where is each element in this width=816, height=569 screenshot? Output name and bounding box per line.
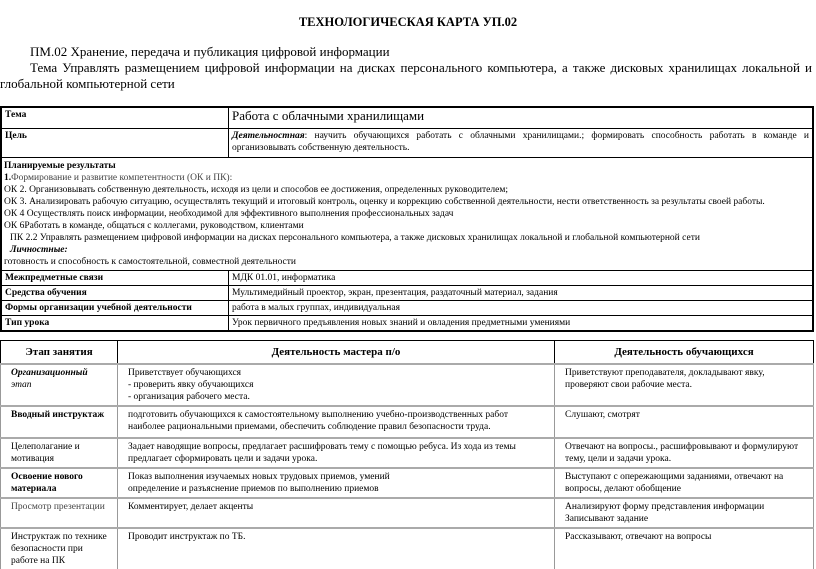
student-activity: Рассказывают, отвечают на вопросы — [555, 528, 814, 569]
result-item: ПК 2.2 Управлять размещением цифровой информации на дисках персонального компьютера, а также дисковых хранилищах локальной и глобальной компьютерной сети — [10, 232, 700, 243]
row-label: Межпредметные связи — [1, 270, 229, 285]
goal-value: : научить обучающихся работать с облачными хранилищами.; формировать способность работать в команде и организовывать собственную деятельность. — [232, 130, 809, 153]
master-activity: Показ выполнения изучаемых новых трудовых приемов, умений определение и разъяснение приемов по выполнению приемов — [118, 468, 555, 498]
results-num: 1. — [4, 172, 12, 183]
lesson-card-table — [0, 106, 814, 332]
document-title: ТЕХНОЛОГИЧЕСКАЯ КАРТА УП.02 — [298, 15, 518, 29]
stage-cont: этап — [11, 380, 32, 390]
goal-label: Цель — [1, 128, 229, 157]
row-label: Средства обучения — [1, 285, 229, 300]
student-activity: Приветствуют преподавателя, докладывают явку, проверяют свои рабочие места. — [555, 364, 814, 406]
master-activity: Задает наводящие вопросы, предлагает расшифровать тему с помощью ребуса. Из хода из темы предлагает сформировать цели и задачи урока. — [118, 438, 555, 468]
results-cell — [1, 157, 813, 270]
tema-value: Работа с облачными хранилищами — [229, 107, 814, 128]
student-activity: Выступают с опережающими заданиями, отвечают на вопросы, делают обобщение — [555, 468, 814, 498]
stage: Вводный инструктаж — [1, 406, 118, 438]
header-master: Деятельность мастера п/о — [118, 341, 555, 365]
result-item: ОК 6Работать в команде, общаться с коллегами, руководством, клиентами — [4, 220, 304, 231]
student-activity: Отвечают на вопросы., расшифровывают и формулируют тему, цели и задачи урока. — [555, 438, 814, 468]
goal-prefix: Деятельностная — [232, 130, 305, 141]
stage: Инструктаж по технике безопасности при работе на ПК — [1, 528, 118, 569]
results-label: Планируемые результаты — [4, 160, 116, 171]
lesson-plan-table — [0, 340, 814, 569]
master-activity: Проводит инструктаж по ТБ. — [118, 528, 555, 569]
result-item: ОК 3. Анализировать рабочую ситуацию, осуществлять текущий и итоговый контроль, оценку и коррекцию собственной деятельности, нести ответственность за результаты своей работы. — [4, 196, 765, 207]
row-label: Формы организации учебной деятельности — [1, 300, 229, 315]
student-activity: Слушают, смотрят — [555, 406, 814, 438]
header-stage: Этап занятия — [1, 341, 118, 365]
topic-line: Тема Управлять размещением цифровой информации на дисках персонального компьютера, а также дисковых хранилищах локальной и глобальной компьютерной сети — [0, 60, 812, 91]
row-value: работа в малых группах, индивидуальная — [229, 300, 814, 315]
master-activity: подготовить обучающихся к самостоятельному выполнению учебно-производственных работ наиболее рациональными приемами, обеспечить соблюдение правил безопасности труда. — [118, 406, 555, 438]
stage: Просмотр презентации — [1, 498, 118, 528]
row-label: Тип урока — [1, 315, 229, 331]
module-line: ПМ.02 Хранение, передача и публикация цифровой информации — [30, 44, 390, 59]
tema-label: Тема — [1, 107, 229, 128]
student-activity: Анализируют форму представления информации Записывают задание — [555, 498, 814, 528]
row-value: Мультимедийный проектор, экран, презентация, раздаточный материал, задания — [229, 285, 814, 300]
stage: Целеполагание и мотивация — [1, 438, 118, 468]
personal-label: Личностные: — [10, 244, 68, 255]
row-value: МДК 01.01, информатика — [229, 270, 814, 285]
results-intro: Формирование и развитие компетентности (ОК и ПК): — [11, 172, 233, 183]
row-value: Урок первичного предъявления новых знаний и овладения предметными умениями — [229, 315, 814, 331]
result-item: ОК 4 Осуществлять поиск информации, необходимой для эффективного выполнения профессиональных задач — [4, 208, 454, 219]
result-item: ОК 2. Организовывать собственную деятельность, исходя из цели и способов ее достижения, определенных руководителем; — [4, 184, 508, 195]
master-activity: Комментирует, делает акценты — [118, 498, 555, 528]
stage-cell — [1, 364, 118, 406]
stage: Освоение нового материала — [1, 468, 118, 498]
header-students: Деятельность обучающихся — [555, 341, 814, 365]
goal-cell — [229, 128, 814, 157]
personal-value: готовность и способность к самостоятельной, совместной деятельности — [4, 256, 297, 267]
stage: Организационный — [11, 368, 88, 378]
master-activity: Приветствует обучающихся - проверить явку обучающихся - организация рабочего места. — [118, 364, 555, 406]
